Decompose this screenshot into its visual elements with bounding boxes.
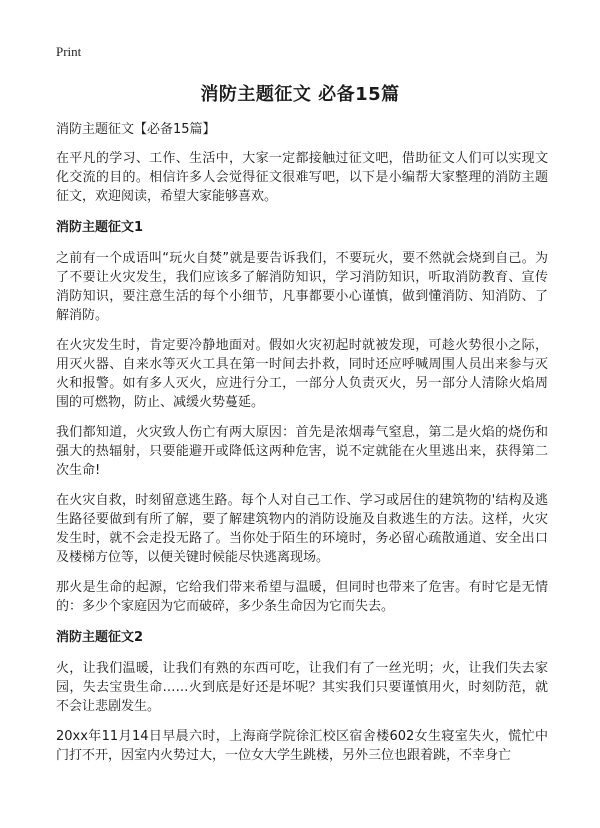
section-heading: 消防主题征文1 — [56, 220, 144, 235]
section-heading: 消防主题征文2 — [56, 630, 144, 645]
article-subtitle: 消防主题征文【必备15篇】 — [56, 122, 216, 137]
paragraph: 之前有一个成语叫“玩火自焚”就是要告诉我们，不要玩火，要不然就会烧到自己。为了不要让火灾发生，我们应该多了解消防知识，学习消防知识，听取消防教育、宣传消防知识，要注意生活的每个小细节，凡事都要小心谨慎，做到懂消防、知消防、了解消防。 — [56, 251, 548, 323]
paragraph: 在火灾自救，时刻留意逃生路。每个人对自己工作、学习或居住的建筑物的'结构及逃生路径要做到有所了解，要了解建筑物内的消防设施及自救逃生的方法。这样，火灾发生时，就不会走投无路了。当你处于陌生的环境时，务必留心疏散通道、安全出口及楼梯方位等，以便关键时候能尽快逃离现场。 — [56, 493, 548, 565]
intro-paragraph: 在平凡的学习、工作、生活中，大家一定都接触过征文吧，借助征文人们可以实现文化交流的目的。相信许多人会觉得征文很难写吧，以下是小编帮大家整理的消防主题征文，欢迎阅读，希望大家能够喜欢。 — [56, 151, 548, 204]
paragraph: 那火是生命的起源，它给我们带来希望与温暖，但同时也带来了危害。有时它是无情的：多少个家庭因为它而破碎，多少条生命因为它而失去。 — [56, 580, 548, 614]
page-title: 消防主题征文 必备15篇 — [200, 84, 400, 105]
article-body — [56, 120, 548, 776]
paragraph: 火，让我们温暖，让我们有熟的东西可吃，让我们有了一丝光明；火，让我们失去家园，失去宝贵生命……火到底是好还是坏呢？其实我们只要谨慎用火，时刻防范，就不会让悲剧发生。 — [56, 661, 548, 714]
paragraph: 在火灾发生时，肯定要冷静地面对。假如火灾初起时就被发现，可趁火势很小之际，用灭火器、自来水等灭火工具在第一时间去扑救，同时还应呼喊周围人员出来参与灭火和报警。如有多人灭火，应进行分工，一部分人负责灭火，另一部分人清除火焰周围的可燃物，防止、减缓火势蔓延。 — [56, 338, 548, 410]
paragraph: 我们都知道，火灾致人伤亡有两大原因：首先是浓烟毒气窒息，第二是火焰的烧伤和强大的热辐射，只要能避开或降低这两种危害，说不定就能在火里逃出来，获得第二次生命! — [56, 425, 548, 478]
print-link[interactable]: Print — [56, 44, 82, 59]
paragraph: 20xx年11月14日早晨六时，上海商学院徐汇校区宿舍楼602女生寝室失火，慌忙中门打不开，因室内火势过大，一位女大学生跳楼，另外三位也跟着跳，不幸身亡 — [56, 729, 548, 763]
